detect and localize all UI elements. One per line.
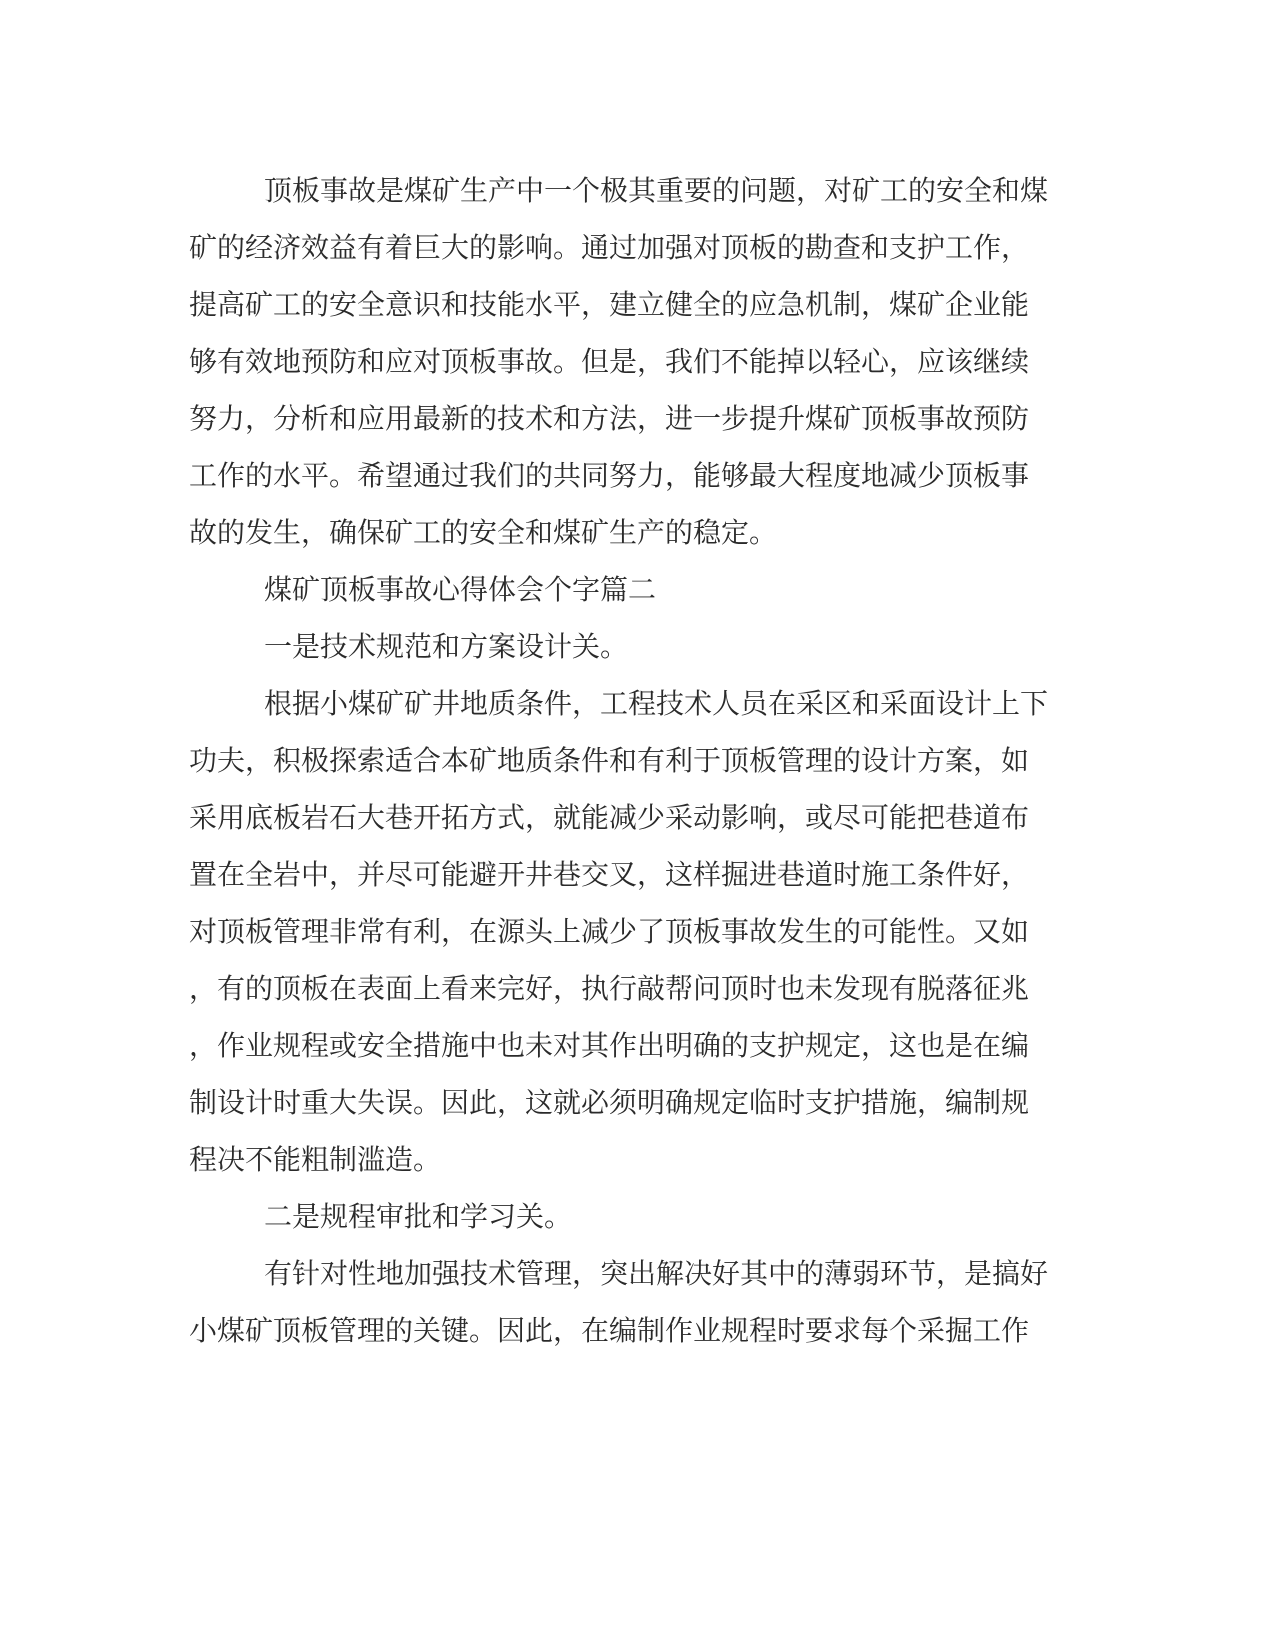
text-line: 够有效地预防和应对顶板事故。但是，我们不能掉以轻心，应该继续 xyxy=(189,345,1030,378)
text-line: ，有的顶板在表面上看来完好，执行敲帮问顶时也未发现有脱落征兆 xyxy=(189,972,1030,1005)
text-line: 有针对性地加强技术管理，突出解决好其中的薄弱环节，是搞好 xyxy=(264,1257,1049,1290)
text-line: 工作的水平。希望通过我们的共同努力，能够最大程度地减少顶板事 xyxy=(189,459,1030,492)
text-line: 功夫，积极探索适合本矿地质条件和有利于顶板管理的设计方案，如 xyxy=(189,744,1030,777)
subsection-heading: 一是技术规范和方案设计关。 xyxy=(264,630,629,663)
document-body xyxy=(189,162,1089,1359)
text-line: ，作业规程或安全措施中也未对其作出明确的支护规定，这也是在编 xyxy=(189,1029,1030,1062)
text-line: 制设计时重大失误。因此，这就必须明确规定临时支护措施，编制规 xyxy=(189,1086,1030,1119)
text-line: 故的发生，确保矿工的安全和煤矿生产的稳定。 xyxy=(189,516,778,549)
text-line: 顶板事故是煤矿生产中一个极其重要的问题，对矿工的安全和煤 xyxy=(264,174,1049,207)
text-line: 程决不能粗制滥造。 xyxy=(189,1143,442,1176)
text-line: 矿的经济效益有着巨大的影响。通过加强对顶板的勘查和支护工作， xyxy=(189,231,1030,264)
text-line: 提高矿工的安全意识和技能水平，建立健全的应急机制，煤矿企业能 xyxy=(189,288,1030,321)
text-line: 采用底板岩石大巷开拓方式，就能减少采动影响，或尽可能把巷道布 xyxy=(189,801,1030,834)
section-heading: 煤矿顶板事故心得体会个字篇二 xyxy=(264,573,657,606)
text-line: 根据小煤矿矿井地质条件，工程技术人员在采区和采面设计上下 xyxy=(264,687,1049,720)
text-line: 对顶板管理非常有利，在源头上减少了顶板事故发生的可能性。又如 xyxy=(189,915,1030,948)
text-line: 小煤矿顶板管理的关键。因此，在编制作业规程时要求每个采掘工作 xyxy=(189,1314,1030,1347)
subsection-heading: 二是规程审批和学习关。 xyxy=(264,1200,573,1233)
text-line: 努力，分析和应用最新的技术和方法，进一步提升煤矿顶板事故预防 xyxy=(189,402,1030,435)
text-line: 置在全岩中，并尽可能避开井巷交叉，这样掘进巷道时施工条件好， xyxy=(189,858,1030,891)
